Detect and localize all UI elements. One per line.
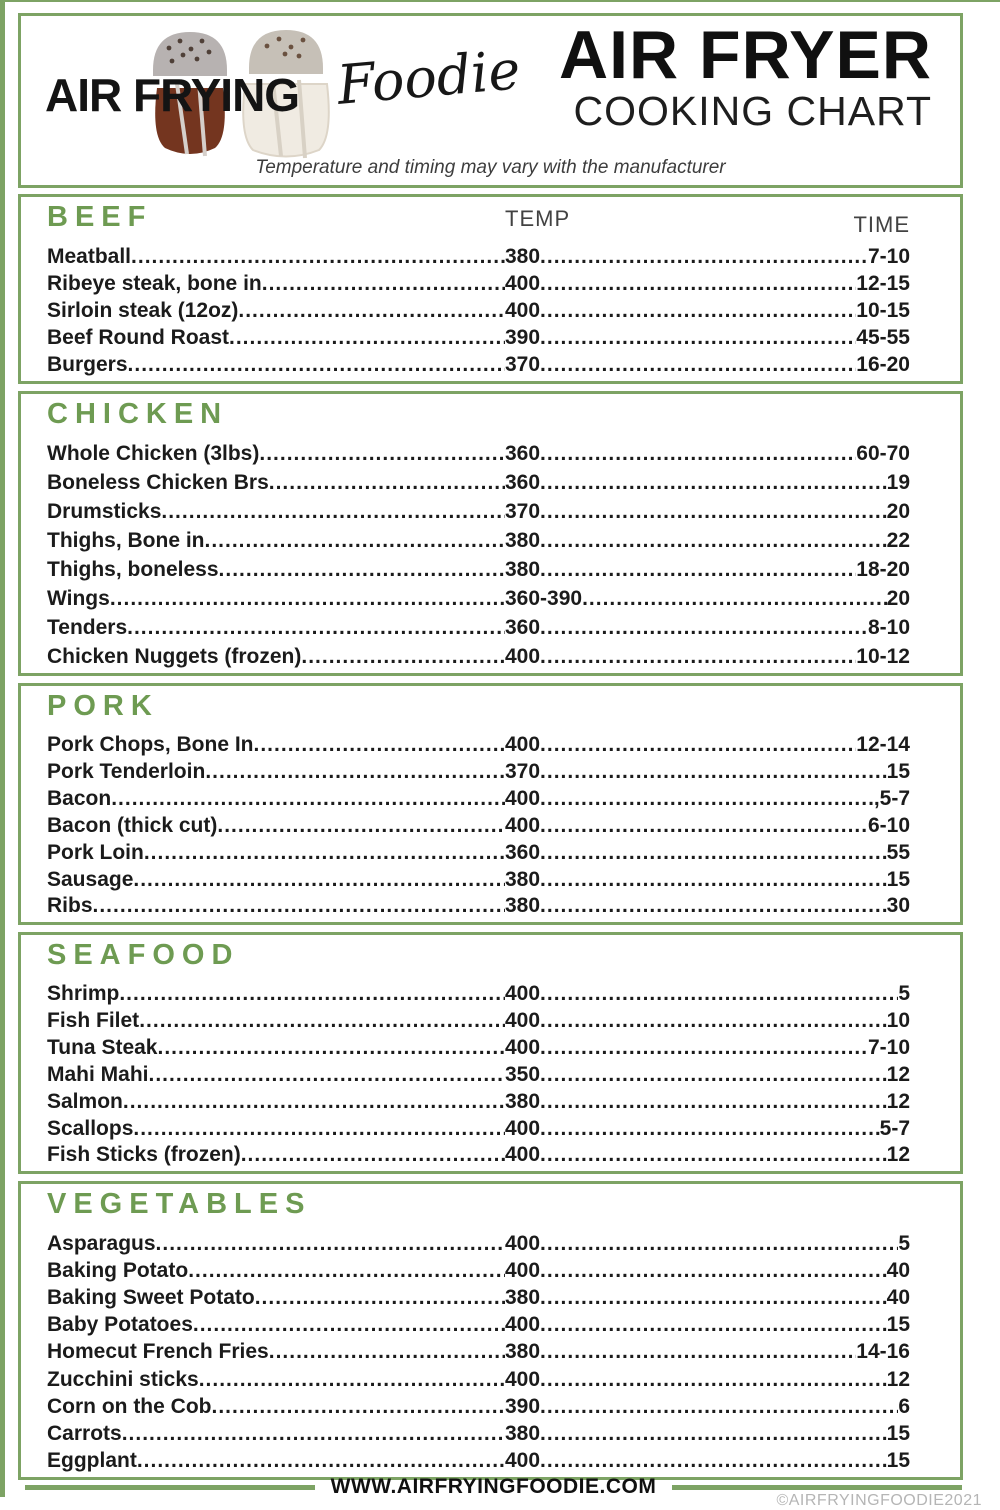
time-value: 19 [886, 471, 910, 495]
dot-leader [540, 471, 887, 495]
dot-leader [193, 1313, 505, 1337]
food-name: Eggplant [47, 1449, 137, 1473]
table-row [47, 645, 910, 669]
time-value: 15 [886, 867, 910, 891]
food-name: Pork Loin [47, 840, 144, 864]
dot-leader [540, 1395, 898, 1419]
food-name: Fish Sticks (frozen) [47, 1143, 241, 1167]
section-title-row [47, 398, 910, 440]
dot-leader [540, 1232, 898, 1256]
dot-leader [540, 1259, 887, 1283]
time-value: ,5-7 [873, 787, 910, 811]
section-title: VEGETABLES [47, 1188, 312, 1220]
temp-value: 390 [505, 326, 541, 350]
section-title: SEAFOOD [47, 939, 240, 971]
food-name: Sirloin steak (12oz) [47, 298, 239, 322]
time-value: 10-12 [856, 644, 910, 668]
section-title-row [47, 201, 910, 243]
dot-leader [156, 1232, 505, 1256]
dot-leader [127, 616, 505, 640]
dot-leader [540, 616, 868, 640]
temp-value: 380 [505, 244, 541, 268]
website-url: WWW.AIRFRYINGFOODIE.COM [330, 1475, 657, 1498]
section-chicken [18, 391, 963, 676]
dot-leader [217, 814, 505, 838]
table-row [47, 616, 910, 640]
food-name: Mahi Mahi [47, 1062, 149, 1086]
section-title-row [47, 690, 910, 732]
dot-leader [149, 1063, 505, 1087]
temp-value: 400 [505, 271, 541, 295]
temp-value: 380 [505, 529, 541, 553]
table-row [47, 1143, 910, 1167]
time-value: 20 [886, 586, 910, 610]
temp-value: 360 [505, 615, 541, 639]
table-row [47, 1368, 910, 1392]
temp-value: 370 [505, 353, 541, 377]
table-row [47, 1422, 910, 1446]
time-value: 20 [886, 500, 910, 524]
section-rows [47, 732, 910, 920]
dot-leader [139, 1009, 505, 1033]
dot-leader [133, 868, 505, 892]
time-column-header: TIME [853, 212, 910, 237]
table-row [47, 587, 910, 611]
time-value: 12 [886, 1089, 910, 1113]
temp-value: 400 [505, 1143, 541, 1167]
temp-value: 380 [505, 1089, 541, 1113]
time-value: 12 [886, 1143, 910, 1167]
dot-leader [219, 558, 505, 582]
time-value: 15 [886, 1422, 910, 1446]
table-row [47, 500, 910, 524]
table-row [47, 1117, 910, 1141]
temp-value: 400 [505, 982, 541, 1006]
table-row [47, 245, 910, 269]
time-value: 6-10 [867, 813, 910, 837]
sections-container [18, 194, 963, 1480]
food-name: Carrots [47, 1422, 122, 1446]
temp-column-header: TEMP [505, 206, 571, 231]
time-value: 15 [886, 1449, 910, 1473]
dot-leader [540, 1143, 887, 1167]
food-name: Burgers [47, 353, 128, 377]
footer-accent-bar-right [672, 1485, 962, 1490]
table-row [47, 814, 910, 838]
food-name: Baking Sweet Potato [47, 1286, 255, 1310]
time-value: 8-10 [867, 615, 910, 639]
section-title: PORK [47, 690, 159, 722]
section-pork [18, 683, 963, 925]
dot-leader [157, 1036, 505, 1060]
table-row [47, 1313, 910, 1337]
temp-value: 400 [505, 733, 541, 757]
table-row [47, 1259, 910, 1283]
food-name: Shrimp [47, 982, 120, 1006]
dot-leader [254, 733, 505, 757]
dot-leader [540, 841, 887, 865]
dot-leader [540, 982, 898, 1006]
table-row [47, 1449, 910, 1473]
temp-value: 400 [505, 813, 541, 837]
dot-leader [540, 1368, 887, 1392]
dot-leader [540, 442, 856, 466]
food-name: Zucchini sticks [47, 1367, 199, 1391]
dot-leader [540, 1036, 868, 1060]
dot-leader [540, 1449, 887, 1473]
page-subtitle-line: COOKING CHART [573, 88, 932, 134]
time-value: 15 [886, 1313, 910, 1337]
dot-leader [540, 326, 856, 350]
table-row [47, 1009, 910, 1033]
dot-leader [540, 1340, 856, 1364]
food-name: Tuna Steak [47, 1036, 158, 1060]
food-name: Drumsticks [47, 500, 162, 524]
dot-leader [123, 1090, 505, 1114]
dot-leader [540, 814, 868, 838]
temp-value: 400 [505, 1313, 541, 1337]
table-row [47, 326, 910, 350]
cooking-chart-page [18, 13, 963, 1487]
dot-leader [128, 353, 505, 377]
time-value: 40 [886, 1286, 910, 1310]
food-name: Thighs, Bone in [47, 529, 205, 553]
section-seafood [18, 932, 963, 1174]
food-name: Baking Potato [47, 1258, 189, 1282]
copyright-text: ©AIRFRYINGFOODIE2021 [776, 1492, 982, 1509]
page-edge-accent-left [0, 0, 5, 1497]
food-name: Meatball [47, 244, 132, 268]
time-value: 22 [886, 529, 910, 553]
food-name: Asparagus [47, 1231, 156, 1255]
table-row [47, 353, 910, 377]
food-name: Ribeye steak, bone in [47, 271, 262, 295]
temp-value: 380 [505, 867, 541, 891]
food-name: Beef Round Roast [47, 326, 230, 350]
food-name: Sausage [47, 867, 134, 891]
section-title: BEEF [47, 201, 153, 233]
temp-value: 400 [505, 644, 541, 668]
temp-value: 380 [505, 557, 541, 581]
table-row [47, 558, 910, 582]
dot-leader [540, 245, 868, 269]
section-rows [47, 981, 910, 1169]
temp-value: 360 [505, 471, 541, 495]
table-row [47, 760, 910, 784]
food-name: Scallops [47, 1116, 134, 1140]
food-name: Corn on the Cob [47, 1394, 212, 1418]
temp-value: 400 [505, 787, 541, 811]
page-edge-accent-top [0, 0, 1000, 2]
disclaimer-text: Temperature and timing may vary with the manufacturer [255, 157, 726, 178]
dot-leader [540, 1009, 887, 1033]
food-name: Fish Filet [47, 1009, 140, 1033]
food-name: Bacon [47, 787, 112, 811]
dot-leader [540, 645, 856, 669]
temp-value: 400 [505, 1116, 541, 1140]
dot-leader [540, 272, 856, 296]
food-name: Homecut French Fries [47, 1340, 269, 1364]
dot-leader [540, 353, 856, 377]
dot-leader [262, 272, 505, 296]
temp-value: 380 [505, 1422, 541, 1446]
food-name: Thighs, boneless [47, 557, 219, 581]
food-name: Bacon (thick cut) [47, 813, 218, 837]
section-title: CHICKEN [47, 398, 229, 430]
dot-leader [269, 1340, 505, 1364]
dot-leader [301, 645, 505, 669]
section-rows [47, 1230, 910, 1475]
dot-leader [540, 1117, 880, 1141]
time-value: 18-20 [856, 557, 910, 581]
dot-leader [582, 587, 887, 611]
section-rows [47, 243, 910, 379]
title-block [559, 17, 932, 134]
temp-value: 400 [505, 1231, 541, 1255]
dot-leader [188, 1259, 505, 1283]
table-row [47, 733, 910, 757]
food-name: Wings [47, 586, 110, 610]
time-value: 10 [886, 1009, 910, 1033]
table-row [47, 1036, 910, 1060]
table-row [47, 982, 910, 1006]
dot-leader [540, 558, 856, 582]
dot-leader [161, 500, 505, 524]
dot-leader [540, 787, 874, 811]
dot-leader [205, 529, 506, 553]
dot-leader [540, 1286, 887, 1310]
time-value: 40 [886, 1258, 910, 1282]
food-name: Salmon [47, 1089, 123, 1113]
time-value: 12-15 [856, 271, 910, 295]
dot-leader [540, 894, 887, 918]
temp-value: 400 [505, 1036, 541, 1060]
time-value: 12-14 [856, 733, 910, 757]
food-name: Boneless Chicken Brs [47, 471, 269, 495]
brand-name: AIR FRYING [45, 69, 300, 121]
table-row [47, 272, 910, 296]
food-name: Whole Chicken (3lbs) [47, 442, 260, 466]
temp-value: 370 [505, 500, 541, 524]
section-title-row [47, 939, 910, 981]
table-row [47, 868, 910, 892]
dot-leader [131, 245, 505, 269]
temp-value: 400 [505, 298, 541, 322]
dot-leader [122, 1422, 505, 1446]
dot-leader [144, 841, 505, 865]
dot-leader [111, 787, 505, 811]
header [18, 13, 963, 188]
temp-value: 370 [505, 760, 541, 784]
temp-value: 350 [505, 1062, 541, 1086]
dot-leader [540, 1063, 887, 1087]
time-value: 45-55 [856, 326, 910, 350]
dot-leader [269, 471, 505, 495]
dot-leader [229, 326, 505, 350]
dot-leader [119, 982, 505, 1006]
section-beef [18, 194, 963, 384]
temp-value: 400 [505, 1258, 541, 1282]
table-row [47, 841, 910, 865]
temp-value: 390 [505, 1394, 541, 1418]
table-row [47, 529, 910, 553]
dot-leader [211, 1395, 505, 1419]
dot-leader [137, 1449, 505, 1473]
time-value: 12 [886, 1062, 910, 1086]
dot-leader [540, 1090, 887, 1114]
table-row [47, 1090, 910, 1114]
time-value: 7-10 [867, 1036, 910, 1060]
food-name: Baby Potatoes [47, 1313, 193, 1337]
time-value: 6 [898, 1394, 910, 1418]
temp-value: 400 [505, 1009, 541, 1033]
dot-leader [259, 442, 505, 466]
dot-leader [540, 1313, 887, 1337]
dot-leader [238, 299, 505, 323]
table-row [47, 471, 910, 495]
dot-leader [110, 587, 505, 611]
time-value: 10-15 [856, 298, 910, 322]
time-value: 55 [886, 840, 910, 864]
temp-value: 380 [505, 1340, 541, 1364]
food-name: Ribs [47, 894, 93, 918]
table-row [47, 1286, 910, 1310]
dot-leader [540, 733, 856, 757]
time-value: 16-20 [856, 353, 910, 377]
section-vegetables [18, 1181, 963, 1480]
table-row [47, 1395, 910, 1419]
page-title: AIR FRYER [559, 17, 932, 93]
food-name: Pork Tenderloin [47, 760, 206, 784]
temp-value: 360 [505, 840, 541, 864]
dot-leader [540, 529, 887, 553]
dot-leader [241, 1143, 505, 1167]
time-value: 12 [886, 1367, 910, 1391]
dot-leader [205, 760, 505, 784]
dot-leader [93, 894, 505, 918]
food-name: Chicken Nuggets (frozen) [47, 644, 302, 668]
dot-leader [540, 500, 887, 524]
table-row [47, 787, 910, 811]
brand-script-name: Foodie [334, 38, 523, 117]
dot-leader [199, 1368, 505, 1392]
table-row [47, 894, 910, 918]
time-value: 5-7 [879, 1116, 910, 1140]
temp-value: 360-390 [505, 586, 583, 610]
time-value: 15 [886, 760, 910, 784]
table-row [47, 442, 910, 466]
table-row [47, 1232, 910, 1256]
table-row [47, 1340, 910, 1364]
time-value: 5 [898, 982, 910, 1006]
dot-leader [540, 868, 887, 892]
time-value: 60-70 [856, 442, 910, 466]
dot-leader [540, 299, 856, 323]
table-row [47, 299, 910, 323]
temp-value: 400 [505, 1367, 541, 1391]
food-name: Pork Chops, Bone In [47, 733, 254, 757]
dot-leader [540, 760, 887, 784]
section-title-row [47, 1188, 910, 1230]
food-name: Tenders [47, 615, 128, 639]
dot-leader [540, 1422, 887, 1446]
time-value: 30 [886, 894, 910, 918]
dot-leader [133, 1117, 505, 1141]
time-value: 7-10 [867, 244, 910, 268]
footer-accent-bar-left [25, 1485, 315, 1490]
table-row [47, 1063, 910, 1087]
footer [25, 1475, 982, 1509]
time-value: 5 [898, 1231, 910, 1255]
temp-value: 360 [505, 442, 541, 466]
time-value: 14-16 [856, 1340, 910, 1364]
temp-value: 380 [505, 894, 541, 918]
temp-value: 400 [505, 1449, 541, 1473]
dot-leader [255, 1286, 505, 1310]
section-rows [47, 440, 910, 671]
temp-value: 380 [505, 1286, 541, 1310]
